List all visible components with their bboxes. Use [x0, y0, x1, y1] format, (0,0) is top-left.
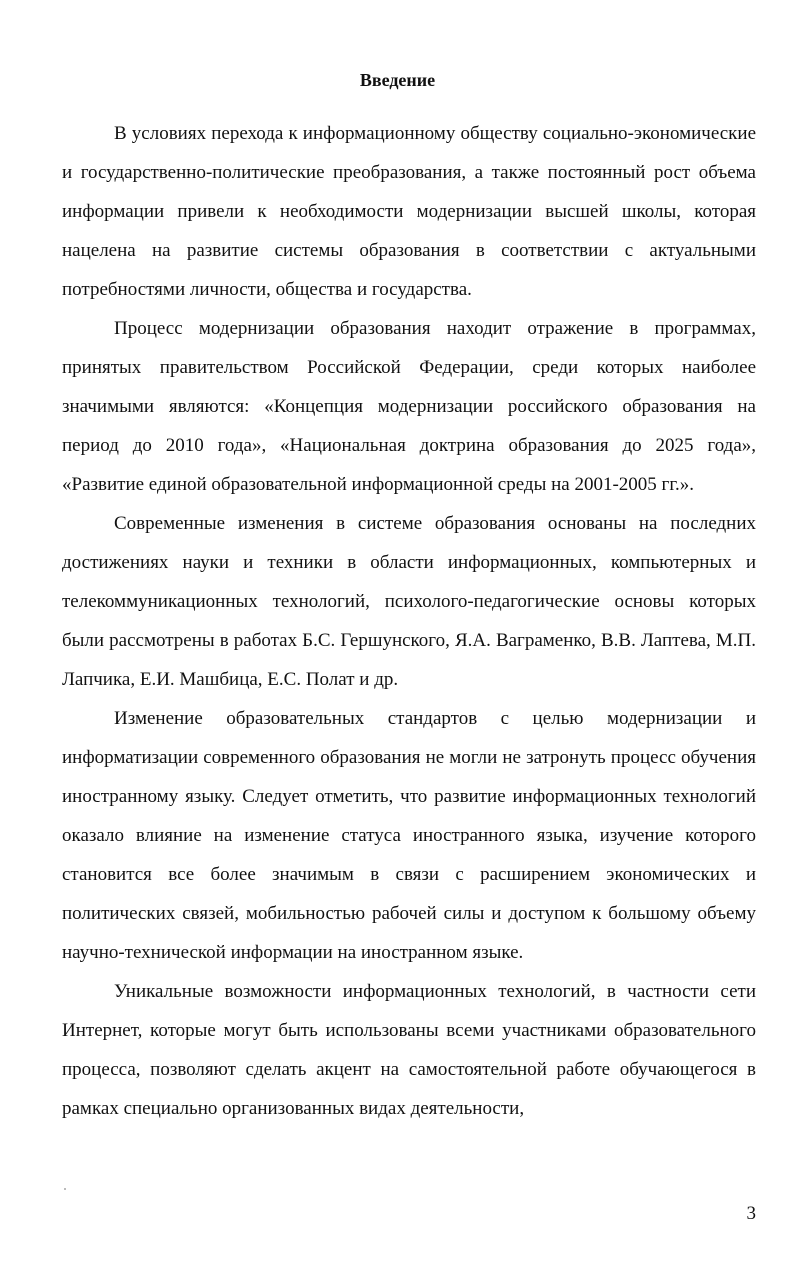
paragraph-1: В условиях перехода к информационному обществу социально-экономические и государственно-политические преобразования, а также постоянный рост объема информации привели к необходимости модернизации высшей школы, которая нацелена на развитие системы образования в соответствии с актуальными потребностями личности, общества и государства. — [62, 123, 756, 300]
paragraph-3: Современные изменения в системе образования основаны на последних достижениях науки и техники в области информационных, компьютерных и телекоммуникационных технологий, психолого-педагогические основы которых были рассмотрены в работах Б.С. Гершунского, Я.А. Ваграменко, В.В. Лаптева, М.П. Лапчика, Е.И. Машбица, Е.С. Полат и др. — [62, 513, 756, 690]
paragraph-5: Уникальные возможности информационных технологий, в частности сети Интернет, которые могут быть использованы всеми участниками образовательного процесса, позволяют сделать акцент на самостоятельной работе обучающегося в рамках специально организованных видах деятельности, — [62, 981, 756, 1119]
document-body — [62, 114, 756, 1128]
scan-speck — [64, 1188, 66, 1190]
paragraph-4: Изменение образовательных стандартов с целью модернизации и информатизации современного образования не могли не затронуть процесс обучения иностранному языку. Следует отметить, что развитие информационных технологий оказало влияние на изменение статуса иностранного языка, изучение которого становится все более значимым в связи с расширением экономических и политических связей, мобильностью рабочей силы и доступом к большому объему научно-технической информации на иностранном языке. — [62, 708, 756, 963]
paragraph-2: Процесс модернизации образования находит отражение в программах, принятых правительством Российской Федерации, среди которых наиболее значимыми являются: «Концепция модернизации российского образования на период до 2010 года», «Национальная доктрина образования до 2025 года», «Развитие единой образовательной информационной среды на 2001-2005 гг.». — [62, 318, 756, 495]
section-title: Введение — [359, 70, 436, 90]
page-number: 3 — [746, 1203, 756, 1224]
